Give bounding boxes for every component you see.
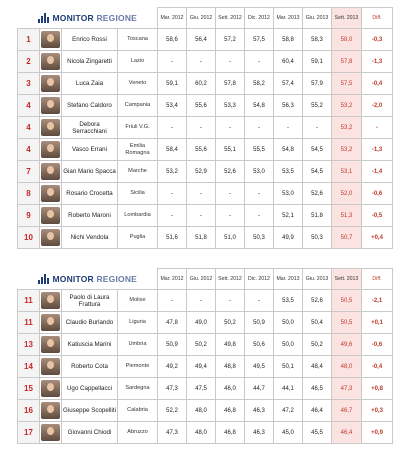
- current-score-cell: 53,2: [332, 95, 362, 117]
- score-cell: 57,2: [216, 29, 245, 51]
- score-cell: 50,3: [303, 227, 332, 249]
- avatar: [41, 336, 60, 353]
- table-row: [18, 73, 393, 95]
- diff-cell: -0,4: [362, 356, 393, 378]
- score-cell: 57,5: [245, 29, 274, 51]
- score-cell: 49,0: [187, 312, 216, 334]
- table-row: [18, 117, 393, 139]
- score-cell: 48,4: [303, 356, 332, 378]
- avatar: [41, 292, 60, 309]
- current-score-cell: 53,2: [332, 117, 362, 139]
- logo-text-monitor: MONITOR: [52, 273, 94, 284]
- score-cell: -: [158, 205, 187, 227]
- score-cell: 49,2: [158, 356, 187, 378]
- current-score-cell: 53,2: [332, 139, 362, 161]
- score-cell: 55,6: [187, 139, 216, 161]
- table-row: [18, 95, 393, 117]
- diff-cell: -2,1: [362, 290, 393, 312]
- governor-name: Luca Zaia: [62, 73, 118, 95]
- score-cell: -: [245, 117, 274, 139]
- rank-cell: 9: [18, 205, 40, 227]
- governor-name: Debora Serracchiani: [62, 117, 118, 139]
- photo-cell: [40, 29, 62, 51]
- region-name: Sardegna: [118, 378, 158, 400]
- rank-cell: 2: [18, 51, 40, 73]
- region-name: Lombardia: [118, 205, 158, 227]
- ranking-table-top: [17, 7, 392, 249]
- score-cell: 46,8: [216, 422, 245, 444]
- region-name: Calabria: [118, 400, 158, 422]
- bar-chart-icon: [38, 13, 50, 23]
- diff-cell: -0,5: [362, 205, 393, 227]
- governor-name: Rosario Crocetta: [62, 183, 118, 205]
- score-cell: 48,0: [187, 422, 216, 444]
- rank-cell: 1: [18, 29, 40, 51]
- score-cell: -: [303, 117, 332, 139]
- score-cell: -: [187, 290, 216, 312]
- diff-cell: -: [362, 117, 393, 139]
- table-row: [18, 378, 393, 400]
- score-cell: 58,2: [245, 73, 274, 95]
- score-cell: 52,6: [216, 161, 245, 183]
- column-header: Giu. 2013: [303, 8, 332, 29]
- table-row: [18, 227, 393, 249]
- column-header: Mar. 2013: [274, 269, 303, 290]
- score-cell: 54,8: [274, 139, 303, 161]
- score-cell: 44,7: [245, 378, 274, 400]
- diff-cell: +0,3: [362, 400, 393, 422]
- score-cell: 53,0: [274, 183, 303, 205]
- score-cell: 57,4: [274, 73, 303, 95]
- score-cell: 45,5: [303, 422, 332, 444]
- photo-cell: [40, 356, 62, 378]
- diff-cell: -1,3: [362, 139, 393, 161]
- score-cell: 54,5: [303, 139, 332, 161]
- column-header: Diff.: [362, 8, 393, 29]
- column-header: Mar. 2012: [158, 269, 187, 290]
- score-cell: 51,8: [303, 205, 332, 227]
- diff-cell: -1,3: [362, 51, 393, 73]
- score-cell: -: [158, 183, 187, 205]
- score-cell: 50,1: [274, 356, 303, 378]
- current-score-cell: 58,0: [332, 29, 362, 51]
- avatar: [41, 380, 60, 397]
- photo-cell: [40, 422, 62, 444]
- photo-cell: [40, 205, 62, 227]
- rank-cell: 15: [18, 378, 40, 400]
- diff-cell: -0,6: [362, 183, 393, 205]
- governor-name: Nichi Vendola: [62, 227, 118, 249]
- governor-name: Ugo Cappellacci: [62, 378, 118, 400]
- table-row: [18, 139, 393, 161]
- rank-cell: 11: [18, 312, 40, 334]
- score-cell: 49,5: [245, 356, 274, 378]
- current-score-cell: 53,1: [332, 161, 362, 183]
- governor-name: Stefano Caldoro: [62, 95, 118, 117]
- governor-name: Nicola Zingaretti: [62, 51, 118, 73]
- current-score-cell: 50,5: [332, 312, 362, 334]
- current-score-cell: 50,5: [332, 290, 362, 312]
- score-cell: 53,4: [158, 95, 187, 117]
- region-name: Lazio: [118, 51, 158, 73]
- region-name: Liguria: [118, 312, 158, 334]
- score-cell: 51,8: [187, 227, 216, 249]
- logo-text-regione: REGIONE: [96, 12, 138, 23]
- score-cell: -: [274, 117, 303, 139]
- rank-cell: 4: [18, 139, 40, 161]
- score-cell: -: [158, 117, 187, 139]
- table-row: [18, 51, 393, 73]
- current-score-cell: 46,4: [332, 422, 362, 444]
- region-name: Abruzzo: [118, 422, 158, 444]
- ranking-table-2: [17, 268, 393, 444]
- avatar: [41, 97, 60, 114]
- avatar: [41, 31, 60, 48]
- score-cell: -: [245, 51, 274, 73]
- rank-cell: 4: [18, 95, 40, 117]
- photo-cell: [40, 95, 62, 117]
- score-cell: 55,1: [216, 139, 245, 161]
- column-header: Dic. 2012: [245, 269, 274, 290]
- score-cell: 53,2: [158, 161, 187, 183]
- score-cell: 48,0: [187, 400, 216, 422]
- region-name: Emilia Romagna: [118, 139, 158, 161]
- region-name: Toscana: [118, 29, 158, 51]
- score-cell: -: [187, 183, 216, 205]
- avatar: [41, 358, 60, 375]
- score-cell: 59,1: [158, 73, 187, 95]
- table-row: [18, 290, 393, 312]
- score-cell: 47,2: [274, 400, 303, 422]
- diff-cell: +0,4: [362, 227, 393, 249]
- table-row: [18, 400, 393, 422]
- governor-name: Giuseppe Scopelliti: [62, 400, 118, 422]
- region-name: Marche: [118, 161, 158, 183]
- rank-cell: 10: [18, 227, 40, 249]
- table-row: [18, 161, 393, 183]
- column-header: Giu. 2012: [187, 8, 216, 29]
- logo-text-monitor: MONITOR: [52, 12, 94, 23]
- current-score-cell: 47,3: [332, 378, 362, 400]
- score-cell: -: [187, 205, 216, 227]
- diff-cell: -0,6: [362, 334, 393, 356]
- rank-cell: 4: [18, 117, 40, 139]
- score-cell: 55,6: [187, 95, 216, 117]
- score-cell: 56,3: [274, 95, 303, 117]
- score-cell: 46,8: [216, 400, 245, 422]
- score-cell: 55,5: [245, 139, 274, 161]
- current-score-cell: 51,3: [332, 205, 362, 227]
- rank-cell: 3: [18, 73, 40, 95]
- score-cell: 55,2: [303, 95, 332, 117]
- score-cell: -: [158, 51, 187, 73]
- score-cell: 50,9: [158, 334, 187, 356]
- avatar: [41, 229, 60, 246]
- current-score-cell: 48,0: [332, 356, 362, 378]
- region-name: Veneto: [118, 73, 158, 95]
- score-cell: 52,2: [158, 400, 187, 422]
- governor-name: Vasco Errani: [62, 139, 118, 161]
- logo-text-regione: REGIONE: [96, 273, 138, 284]
- current-score-cell: 46,7: [332, 400, 362, 422]
- score-cell: 49,4: [187, 356, 216, 378]
- column-header: Sett. 2013: [332, 269, 362, 290]
- governor-name: Gian Mario Spacca: [62, 161, 118, 183]
- score-cell: 45,0: [274, 422, 303, 444]
- bar-chart-icon: [38, 274, 50, 284]
- column-header: Sett. 2013: [332, 8, 362, 29]
- photo-cell: [40, 227, 62, 249]
- monitor-regione-logo: [18, 8, 158, 29]
- photo-cell: [40, 334, 62, 356]
- score-cell: 50,3: [245, 227, 274, 249]
- score-cell: 58,4: [158, 139, 187, 161]
- column-header: Giu. 2012: [187, 269, 216, 290]
- score-cell: 58,6: [158, 29, 187, 51]
- score-cell: 60,4: [274, 51, 303, 73]
- governor-name: Katiuscia Marini: [62, 334, 118, 356]
- diff-cell: -1,4: [362, 161, 393, 183]
- current-score-cell: 52,0: [332, 183, 362, 205]
- region-name: Puglia: [118, 227, 158, 249]
- region-name: Friuli V.G.: [118, 117, 158, 139]
- table-row: [18, 29, 393, 51]
- score-cell: -: [216, 290, 245, 312]
- region-name: Sicilia: [118, 183, 158, 205]
- score-cell: 56,4: [187, 29, 216, 51]
- score-cell: 46,3: [245, 400, 274, 422]
- diff-cell: -0,4: [362, 73, 393, 95]
- table-header-row: [18, 269, 393, 290]
- score-cell: -: [216, 183, 245, 205]
- avatar: [41, 402, 60, 419]
- table-row: [18, 205, 393, 227]
- avatar: [41, 53, 60, 70]
- monitor-regione-logo: [18, 269, 158, 290]
- score-cell: 52,6: [303, 290, 332, 312]
- avatar: [41, 75, 60, 92]
- column-header: Giu. 2013: [303, 269, 332, 290]
- score-cell: 49,8: [216, 334, 245, 356]
- photo-cell: [40, 73, 62, 95]
- score-cell: -: [245, 205, 274, 227]
- photo-cell: [40, 378, 62, 400]
- score-cell: 51,6: [158, 227, 187, 249]
- score-cell: 50,9: [245, 312, 274, 334]
- region-name: Campania: [118, 95, 158, 117]
- score-cell: 50,2: [216, 312, 245, 334]
- table-row: [18, 356, 393, 378]
- column-header: Sett. 2012: [216, 8, 245, 29]
- current-score-cell: 50,7: [332, 227, 362, 249]
- score-cell: 46,4: [303, 400, 332, 422]
- score-cell: 50,4: [303, 312, 332, 334]
- governor-name: Claudio Burlando: [62, 312, 118, 334]
- photo-cell: [40, 161, 62, 183]
- score-cell: 50,0: [274, 334, 303, 356]
- photo-cell: [40, 400, 62, 422]
- score-cell: 57,9: [303, 73, 332, 95]
- score-cell: -: [245, 183, 274, 205]
- score-cell: -: [245, 290, 274, 312]
- score-cell: 48,8: [216, 356, 245, 378]
- diff-cell: -2,0: [362, 95, 393, 117]
- score-cell: 50,2: [303, 334, 332, 356]
- column-header: Dic. 2012: [245, 8, 274, 29]
- governor-name: Giovanni Chiodi: [62, 422, 118, 444]
- score-cell: 47,3: [158, 422, 187, 444]
- rank-cell: 14: [18, 356, 40, 378]
- score-cell: 52,9: [187, 161, 216, 183]
- photo-cell: [40, 183, 62, 205]
- score-cell: 54,8: [245, 95, 274, 117]
- score-cell: 52,6: [303, 183, 332, 205]
- diff-cell: +0,8: [362, 378, 393, 400]
- photo-cell: [40, 312, 62, 334]
- rank-cell: 17: [18, 422, 40, 444]
- score-cell: 44,1: [274, 378, 303, 400]
- score-cell: 50,6: [245, 334, 274, 356]
- score-cell: 54,5: [303, 161, 332, 183]
- avatar: [41, 141, 60, 158]
- current-score-cell: 49,6: [332, 334, 362, 356]
- score-cell: 59,1: [303, 51, 332, 73]
- current-score-cell: 57,8: [332, 51, 362, 73]
- score-cell: 46,0: [216, 378, 245, 400]
- score-cell: -: [216, 117, 245, 139]
- table-header-row: [18, 8, 393, 29]
- column-header: Mar. 2013: [274, 8, 303, 29]
- governor-name: Roberto Cota: [62, 356, 118, 378]
- avatar: [41, 314, 60, 331]
- score-cell: -: [158, 290, 187, 312]
- region-name: Piemonte: [118, 356, 158, 378]
- score-cell: 47,8: [158, 312, 187, 334]
- photo-cell: [40, 51, 62, 73]
- table-row: [18, 183, 393, 205]
- rank-cell: 8: [18, 183, 40, 205]
- score-cell: 53,5: [274, 161, 303, 183]
- table-row: [18, 334, 393, 356]
- score-cell: 58,8: [274, 29, 303, 51]
- region-name: Umbria: [118, 334, 158, 356]
- region-name: Molise: [118, 290, 158, 312]
- avatar: [41, 207, 60, 224]
- score-cell: 50,0: [274, 312, 303, 334]
- rank-cell: 13: [18, 334, 40, 356]
- score-cell: 46,5: [303, 378, 332, 400]
- diff-cell: +0,1: [362, 312, 393, 334]
- score-cell: -: [216, 51, 245, 73]
- photo-cell: [40, 117, 62, 139]
- score-cell: 47,5: [187, 378, 216, 400]
- score-cell: 50,2: [187, 334, 216, 356]
- score-cell: 58,3: [303, 29, 332, 51]
- governor-name: Paolo di Laura Frattura: [62, 290, 118, 312]
- score-cell: 46,3: [245, 422, 274, 444]
- score-cell: 53,0: [245, 161, 274, 183]
- ranking-table-1: [17, 7, 393, 249]
- avatar: [41, 119, 60, 136]
- score-cell: 53,5: [274, 290, 303, 312]
- column-header: Mar. 2012: [158, 8, 187, 29]
- score-cell: 60,2: [187, 73, 216, 95]
- score-cell: 51,0: [216, 227, 245, 249]
- governor-name: Enrico Rossi: [62, 29, 118, 51]
- photo-cell: [40, 290, 62, 312]
- score-cell: -: [187, 117, 216, 139]
- rank-cell: 16: [18, 400, 40, 422]
- score-cell: -: [216, 205, 245, 227]
- avatar: [41, 185, 60, 202]
- score-cell: -: [187, 51, 216, 73]
- photo-cell: [40, 139, 62, 161]
- diff-cell: +0,9: [362, 422, 393, 444]
- score-cell: 52,1: [274, 205, 303, 227]
- score-cell: 53,3: [216, 95, 245, 117]
- avatar: [41, 424, 60, 441]
- table-row: [18, 312, 393, 334]
- diff-cell: -0,3: [362, 29, 393, 51]
- rank-cell: 11: [18, 290, 40, 312]
- column-header: Sett. 2012: [216, 269, 245, 290]
- current-score-cell: 57,5: [332, 73, 362, 95]
- avatar: [41, 163, 60, 180]
- score-cell: 49,9: [274, 227, 303, 249]
- governor-name: Roberto Maroni: [62, 205, 118, 227]
- ranking-table-bottom: [17, 268, 392, 444]
- score-cell: 47,3: [158, 378, 187, 400]
- table-row: [18, 422, 393, 444]
- score-cell: 57,8: [216, 73, 245, 95]
- rank-cell: 7: [18, 161, 40, 183]
- column-header: Diff.: [362, 269, 393, 290]
